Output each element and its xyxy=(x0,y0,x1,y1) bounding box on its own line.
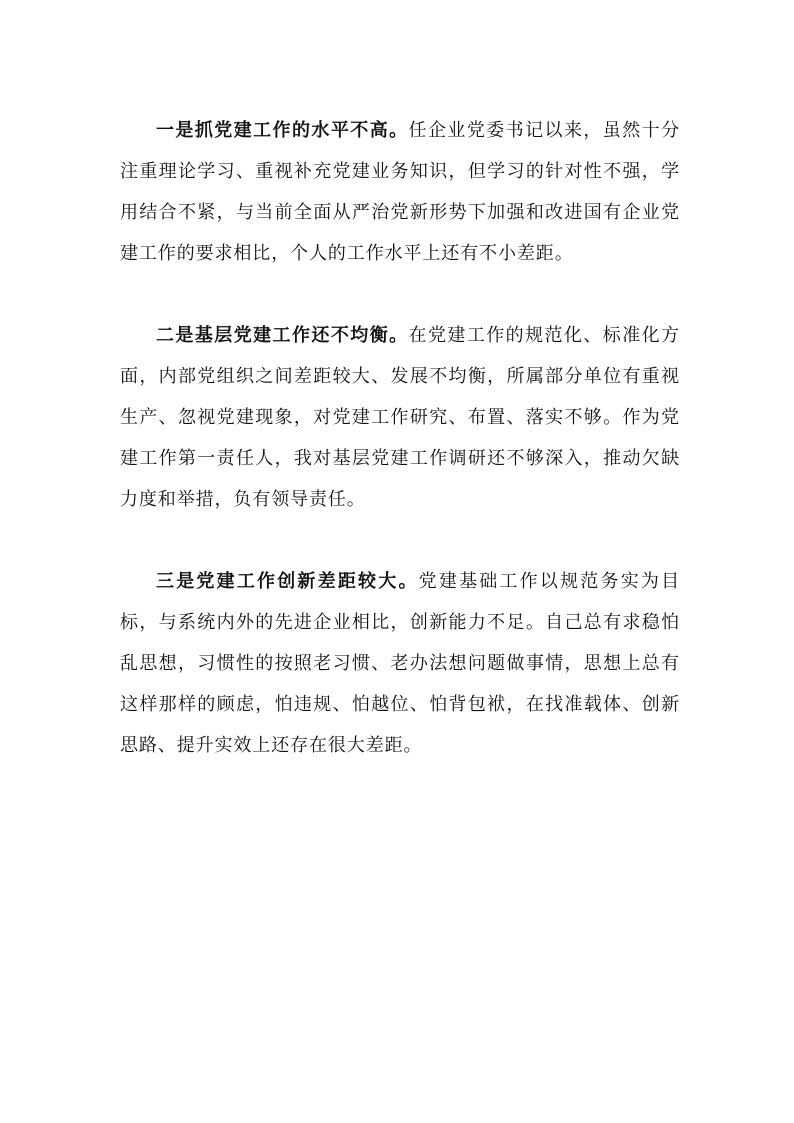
paragraph-3 xyxy=(120,561,680,766)
paragraph-1-heading: 一是抓党建工作的水平不高。 xyxy=(156,120,409,141)
paragraph-3-text: 党建基础工作以规范务实为目标，与系统内外的先进企业相比，创新能力不足。自己总有求稳怕乱思想，习惯性的按照老习惯、老办法想问题做事情，思想上总有这样那样的顾虑，怕违规、怕越位、怕背包袱，在找准载体、创新思路、提升实效上还存在很大差距。 xyxy=(120,571,680,756)
paragraph-2-text: 在党建工作的规范化、标准化方面，内部党组织之间差距较大、发展不均衡，所属部分单位有重视生产、忽视党建现象，对党建工作研究、布置、落实不够。作为党建工作第一责任人，我对基层党建工作调研还不够深入，推动欠缺力度和举措，负有领导责任。 xyxy=(120,325,680,510)
paragraph-1-text: 任企业党委书记以来，虽然十分注重理论学习、重视补充党建业务知识，但学习的针对性不强，学用结合不紧，与当前全面从严治党新形势下加强和改进国有企业党建工作的要求相比，个人的工作水平上还有不小差距。 xyxy=(120,120,680,264)
paragraph-2 xyxy=(120,315,680,520)
paragraph-2-heading: 二是基层党建工作还不均衡。 xyxy=(156,325,409,346)
paragraph-3-heading: 三是党建工作创新差距较大。 xyxy=(156,571,419,592)
document-body xyxy=(120,110,680,766)
paragraph-1 xyxy=(120,110,680,274)
